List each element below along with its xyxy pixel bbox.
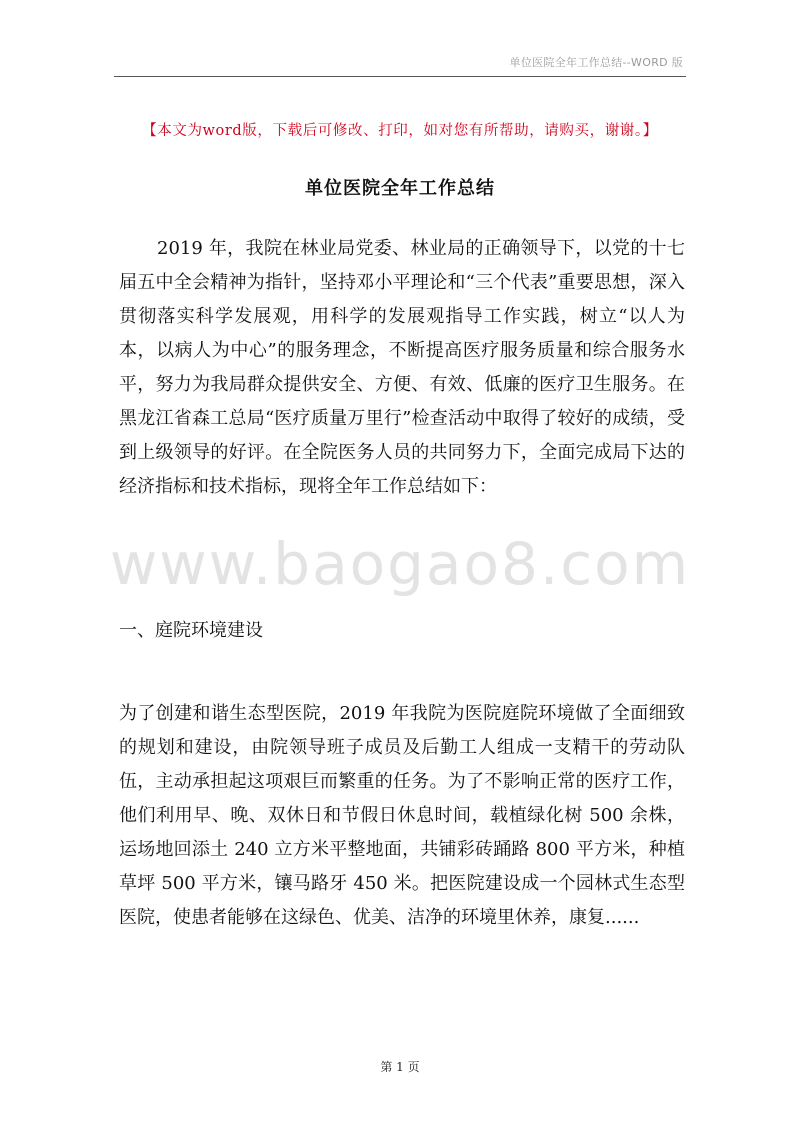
section-paragraph: 为了创建和谐生态型医院，2019 年我院为医院庭院环境做了全面细致的规划和建设，由院领导班子成员及后勤工人组成一支精干的劳动队伍，主动承担起这项艰巨而繁重的任务。为了不影响正常的医疗工作，他们利用早、晚、双休日和节假日休息时间，载植绿化树 500 余株，运场地回添土 240 立方米平整地面，共铺彩砖踊路 800 平方米，种植草坪 500 平方米，镶马路牙 450 米。把医院建设成一个园林式生态型医院，使患者能够在这绿色、优美、洁净的环境里休养，康复...... <box>119 703 685 928</box>
page-number: 第 1 页 <box>380 1060 420 1074</box>
header-rule <box>114 76 686 77</box>
section-heading: 一、庭院环境建设 <box>119 620 263 641</box>
watermark: www.baogao8.com <box>109 530 691 598</box>
purchase-notice: 【本文为word版，下载后可修改、打印，如对您有所帮助，请购买，谢谢。】 <box>142 123 658 139</box>
running-header: 单位医院全年工作总结--WORD 版 <box>509 56 683 69</box>
intro-paragraph: 2019 年，我院在林业局党委、林业局的正确领导下，以党的十七届五中全会精神为指针，坚持邓小平理论和“三个代表”重要思想，深入贯彻落实科学发展观，用科学的发展观指导工作实践，树立“以人为本，以病人为中心”的服务理念，不断提高医疗服务质量和综合服务水平，努力为我局群众提供安全、方便、有效、低廉的医疗卫生服务。在黑龙江省森工总局“医疗质量万里行”检查活动中取得了较好的成绩，受到上级领导的好评。在全院医务人员的共同努力下，全面完成局下达的经济指标和技术指标，现将全年工作总结如下： <box>119 238 685 497</box>
document-title: 单位医院全年工作总结 <box>305 178 495 199</box>
